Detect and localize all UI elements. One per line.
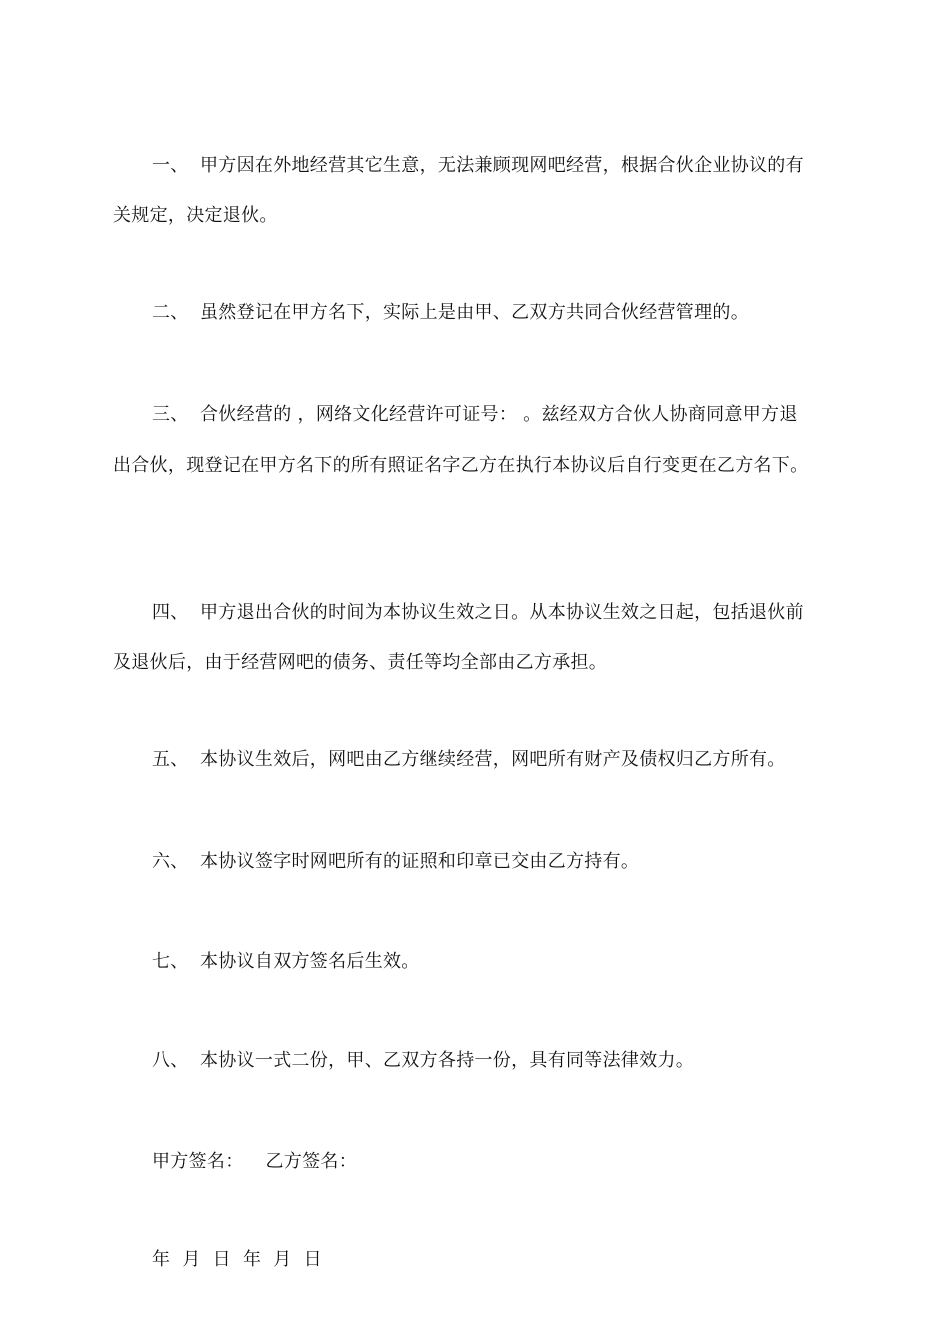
clause-3-line-2	[113, 454, 808, 478]
clause-3-text: 合伙经营的 ，网络文化经营许可证号： 。兹经双方合伙人协商同意甲方退	[200, 404, 798, 425]
clause-1-continuation: 关规定，决定退伙。	[113, 205, 278, 226]
signature-line	[152, 1150, 357, 1174]
date-month-a: 月	[182, 1249, 201, 1270]
party-a-signature-label: 甲方签名：	[152, 1151, 244, 1172]
clause-1-line-1	[152, 154, 804, 178]
clause-4-text: 甲方退出合伙的时间为本协议生效之日。从本协议生效之日起，包括退伙前	[200, 602, 804, 623]
date-day-b: 日	[303, 1249, 322, 1270]
clause-4-line-1	[152, 601, 804, 625]
clause-2-text: 虽然登记在甲方名下，实际上是由甲、乙双方共同合伙经营管理的。	[200, 302, 749, 323]
date-year-a: 年	[152, 1249, 171, 1270]
clause-8-line-1	[152, 1049, 694, 1073]
clause-6-line-1	[152, 850, 639, 874]
clause-7-number: 七、	[152, 951, 189, 972]
clause-3-continuation: 出合伙，现登记在甲方名下的所有照证名字乙方在执行本协议后自行变更在乙方名下。	[113, 455, 809, 476]
clause-5-line-1	[152, 748, 786, 772]
date-month-b: 月	[273, 1249, 292, 1270]
clause-3-line-1	[152, 403, 798, 427]
date-day-a: 日	[212, 1249, 231, 1270]
clause-7-line-1	[152, 950, 420, 974]
party-b-signature-label: 乙方签名：	[265, 1151, 357, 1172]
clause-6-text: 本协议签字时网吧所有的证照和印章已交由乙方持有。	[200, 851, 640, 872]
date-line	[152, 1248, 334, 1272]
clause-4-line-2	[113, 651, 607, 675]
clause-2-line-1	[152, 301, 749, 325]
date-year-b: 年	[242, 1249, 262, 1270]
clause-5-number: 五、	[152, 749, 189, 770]
clause-4-continuation: 及退伙后，由于经营网吧的债务、责任等均全部由乙方承担。	[113, 652, 608, 673]
clause-8-number: 八、	[152, 1050, 189, 1071]
clause-5-text: 本协议生效后，网吧由乙方继续经营，网吧所有财产及债权归乙方所有。	[200, 749, 786, 770]
clause-2-number: 二、	[152, 302, 189, 323]
clause-1-number: 一、	[152, 155, 189, 176]
clause-1-line-2	[113, 204, 278, 228]
clause-7-text: 本协议自双方签名后生效。	[200, 951, 420, 972]
clause-1-text: 甲方因在外地经营其它生意，无法兼顾现网吧经营，根据合伙企业协议的有	[200, 155, 804, 176]
clause-8-text: 本协议一式二份，甲、乙双方各持一份，具有同等法律效力。	[200, 1050, 695, 1071]
clause-3-number: 三、	[152, 404, 189, 425]
clause-6-number: 六、	[152, 851, 189, 872]
clause-4-number: 四、	[152, 602, 189, 623]
